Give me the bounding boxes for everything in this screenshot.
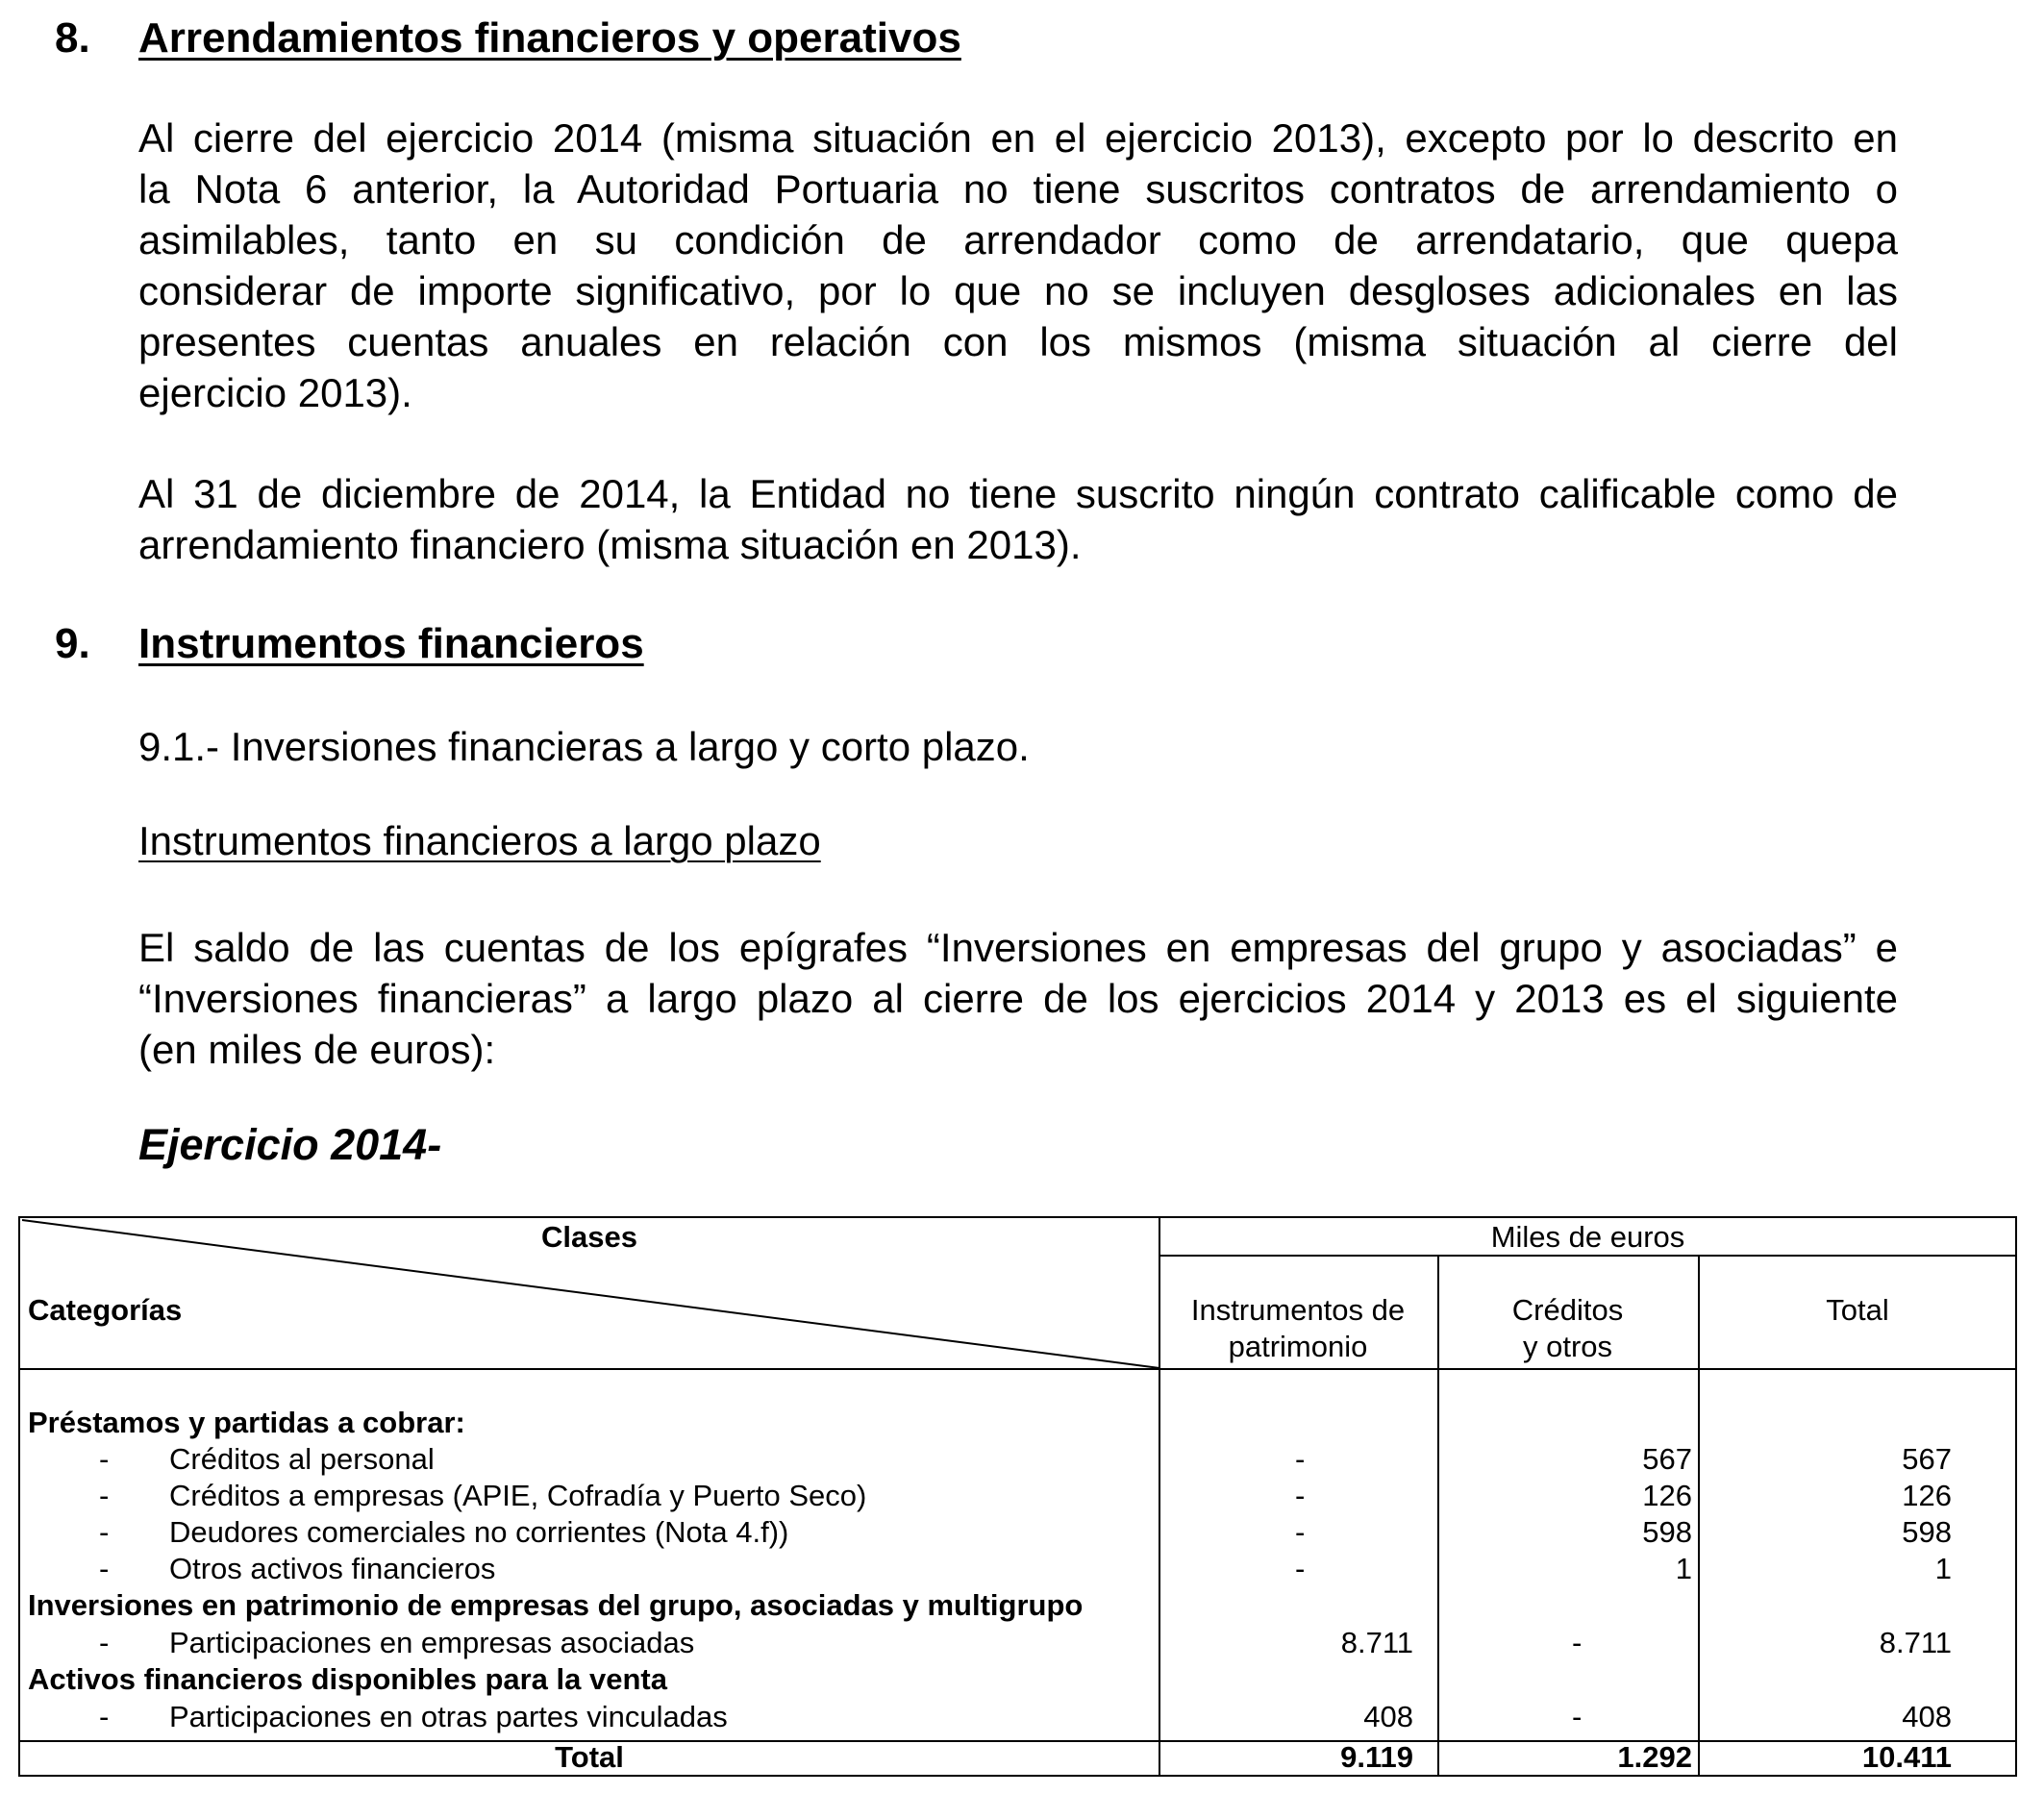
cell-patrimonio: -: [1295, 1515, 1306, 1549]
cell-patrimonio: -: [1295, 1479, 1306, 1512]
cell-creditos: -: [1572, 1700, 1583, 1733]
subheading: Instrumentos financieros a largo plazo: [138, 818, 821, 863]
col-header-patrimonio-line1: Instrumentos de: [1190, 1293, 1406, 1327]
col-header-total: Total: [1826, 1293, 1889, 1327]
group-row-label: Préstamos y partidas a cobrar:: [28, 1406, 465, 1439]
paragraph-line: presentes cuentas anuales en relación con los mismos (misma situación al cierre del: [138, 319, 1898, 364]
financial-instruments-table: [18, 1216, 2017, 1777]
col-header-creditos-line1: Créditos: [1511, 1293, 1624, 1327]
section-9-number: 9.: [55, 620, 90, 667]
col-header-patrimonio-line2: patrimonio: [1228, 1330, 1368, 1363]
row-divider: [20, 1368, 2015, 1370]
cell-patrimonio: 8.711: [1340, 1626, 1413, 1659]
cell-total: 567: [1902, 1442, 1952, 1476]
row-dash: -: [99, 1515, 110, 1549]
cell-total: 1: [1934, 1552, 1952, 1585]
section-8-title: Arrendamientos financieros y operativos: [138, 14, 961, 62]
row-label: Participaciones en otras partes vinculadas: [169, 1700, 728, 1733]
total-creditos: 1.292: [1617, 1740, 1692, 1774]
section-9-title: Instrumentos financieros: [138, 620, 644, 667]
paragraph-line: “Inversiones financieras” a largo plazo al cierre de los ejercicios 2014 y 2013 es el siguiente: [138, 976, 1898, 1021]
group-row-label: Activos financieros disponibles para la venta: [28, 1662, 667, 1696]
cell-creditos: -: [1572, 1626, 1583, 1659]
group-row-label: Inversiones en patrimonio de empresas del grupo, asociadas y multigrupo: [28, 1588, 1084, 1622]
section-8-heading: [55, 14, 961, 62]
section-9-heading: [55, 620, 644, 667]
miles-header: Miles de euros: [1490, 1220, 1685, 1254]
cell-total: 126: [1902, 1479, 1952, 1512]
total-label: Total: [555, 1740, 624, 1774]
cell-creditos: 598: [1642, 1515, 1692, 1549]
row-label: Deudores comerciales no corrientes (Nota 4.f)): [169, 1515, 789, 1549]
row-dash: -: [99, 1700, 110, 1733]
cell-creditos: 126: [1642, 1479, 1692, 1512]
cell-total: 598: [1902, 1515, 1952, 1549]
section-8-number: 8.: [55, 14, 90, 62]
row-label: Créditos al personal: [169, 1442, 435, 1476]
categorias-header: Categorías: [28, 1293, 183, 1327]
paragraph-line: Al 31 de diciembre de 2014, la Entidad no tiene suscrito ningún contrato calificable como de: [138, 471, 1898, 516]
cell-creditos: 1: [1675, 1552, 1692, 1585]
paragraph-line: considerar de importe significativo, por lo que no se incluyen desgloses adicionales en las: [138, 268, 1898, 313]
row-dash: -: [99, 1626, 110, 1659]
paragraph-line: El saldo de las cuentas de los epígrafes “Inversiones en empresas del grupo y asociadas” e: [138, 925, 1898, 970]
cell-total: 408: [1902, 1700, 1952, 1733]
col-header-creditos-line2: y otros: [1522, 1330, 1613, 1363]
paragraph-line: la Nota 6 anterior, la Autoridad Portuaria no tiene suscritos contratos de arrendamiento o: [138, 166, 1898, 212]
row-dash: -: [99, 1552, 110, 1585]
paragraph-line: asimilables, tanto en su condición de arrendador como de arrendatario, que quepa: [138, 217, 1898, 262]
row-label: Créditos a empresas (APIE, Cofradía y Puerto Seco): [169, 1479, 867, 1512]
cell-creditos: 567: [1642, 1442, 1692, 1476]
paragraph-line: (en miles de euros):: [138, 1027, 496, 1072]
cell-patrimonio: 408: [1363, 1700, 1413, 1733]
cell-patrimonio: -: [1295, 1552, 1306, 1585]
subsection-title: 9.1.- Inversiones financieras a largo y corto plazo.: [138, 724, 1030, 769]
paragraph-line: arrendamiento financiero (misma situación en 2013).: [138, 522, 1082, 567]
row-label: Otros activos financieros: [169, 1552, 496, 1585]
row-dash: -: [99, 1479, 110, 1512]
row-label: Participaciones en empresas asociadas: [169, 1626, 695, 1659]
total-patrimonio: 9.119: [1340, 1740, 1413, 1774]
clases-header: Clases: [541, 1220, 637, 1254]
total-total: 10.411: [1861, 1740, 1952, 1774]
paragraph-line: ejercicio 2013).: [138, 370, 412, 415]
exercise-label: Ejercicio 2014-: [138, 1120, 442, 1169]
cell-total: 8.711: [1879, 1626, 1952, 1659]
paragraph-line: Al cierre del ejercicio 2014 (misma situación en el ejercicio 2013), excepto por lo descrito en: [138, 115, 1898, 161]
cell-patrimonio: -: [1295, 1442, 1306, 1476]
row-dash: -: [99, 1442, 110, 1476]
